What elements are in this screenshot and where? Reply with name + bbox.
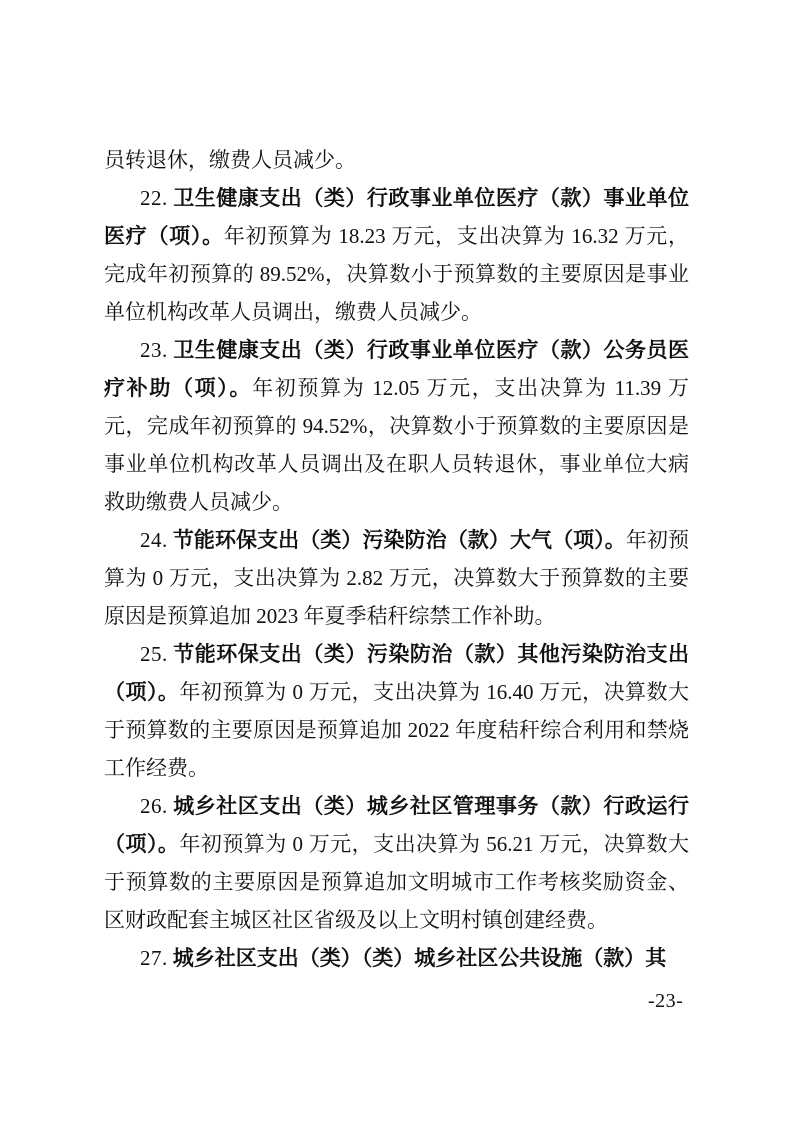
paragraph-body-text: 年初预算为 0 万元，支出决算为 16.40 万元，决算数大于预算数的主要原因是预算追加 2022 年度秸秆综合利用和禁烧工作经费。 xyxy=(104,680,689,780)
paragraph-body-text: 年初预算为 18.23 万元，支出决算为 16.32 万元，完成年初预算的 89.52%，决算数小于预算数的主要原因是事业单位机构改革人员调出，缴费人员减少。 xyxy=(104,224,690,324)
paragraph-item-25 xyxy=(104,635,689,787)
paragraph-body-text: 年初预算为 0 万元，支出决算为 56.21 万元，决算数大于预算数的主要原因是预算追加文明城市工作考核奖励资金、区财政配套主城区社区省级及以上文明村镇创建经费。 xyxy=(104,832,689,932)
paragraph-number: 23. xyxy=(140,338,168,362)
paragraph-number: 26. xyxy=(140,794,168,818)
paragraph-number: 27. xyxy=(140,946,168,970)
paragraph-heading: 城乡社区支出（类）（类）城乡社区公共设施（款）其 xyxy=(172,946,667,970)
paragraph-number: 22. xyxy=(140,186,168,210)
paragraph-heading: 节能环保支出（类）污染防治（款）大气（项）。 xyxy=(172,528,626,552)
paragraph-item-24 xyxy=(104,521,689,635)
paragraph-heading: 卫生健康支出（类）行政事业单位医疗（款）事业单位医疗（项）。 xyxy=(104,186,689,248)
paragraph-body-text: 年初预算为 0 万元，支出决算为 2.82 万元，决算数大于预算数的主要原因是预算追加 2023 年夏季秸秆综禁工作补助。 xyxy=(104,528,689,628)
paragraph-heading: 城乡社区支出（类）城乡社区管理事务（款）行政运行（项）。 xyxy=(104,794,689,856)
paragraph-item-26 xyxy=(104,787,689,939)
paragraph-heading: 卫生健康支出（类）行政事业单位医疗（款）公务员医疗补助（项）。 xyxy=(104,338,689,400)
paragraph-body-text: 年初预算为 12.05 万元，支出决算为 11.39 万元，完成年初预算的 94.52%，决算数小于预算数的主要原因是事业单位机构改革人员调出及在职人员转退休，事业单位大病救助缴费人员减少。 xyxy=(104,376,689,514)
page-number: -23- xyxy=(648,990,684,1012)
document-body xyxy=(104,141,689,977)
paragraph-body-text: 员转退休，缴费人员减少。 xyxy=(104,148,356,172)
paragraph-number: 25. xyxy=(140,642,168,666)
paragraph-continuation xyxy=(104,141,689,179)
paragraph-item-22 xyxy=(104,179,689,331)
paragraph-heading: 节能环保支出（类）污染防治（款）其他污染防治支出（项）。 xyxy=(104,642,689,704)
paragraph-item-23 xyxy=(104,331,689,521)
paragraph-item-27 xyxy=(104,939,689,977)
paragraph-number: 24. xyxy=(140,528,168,552)
